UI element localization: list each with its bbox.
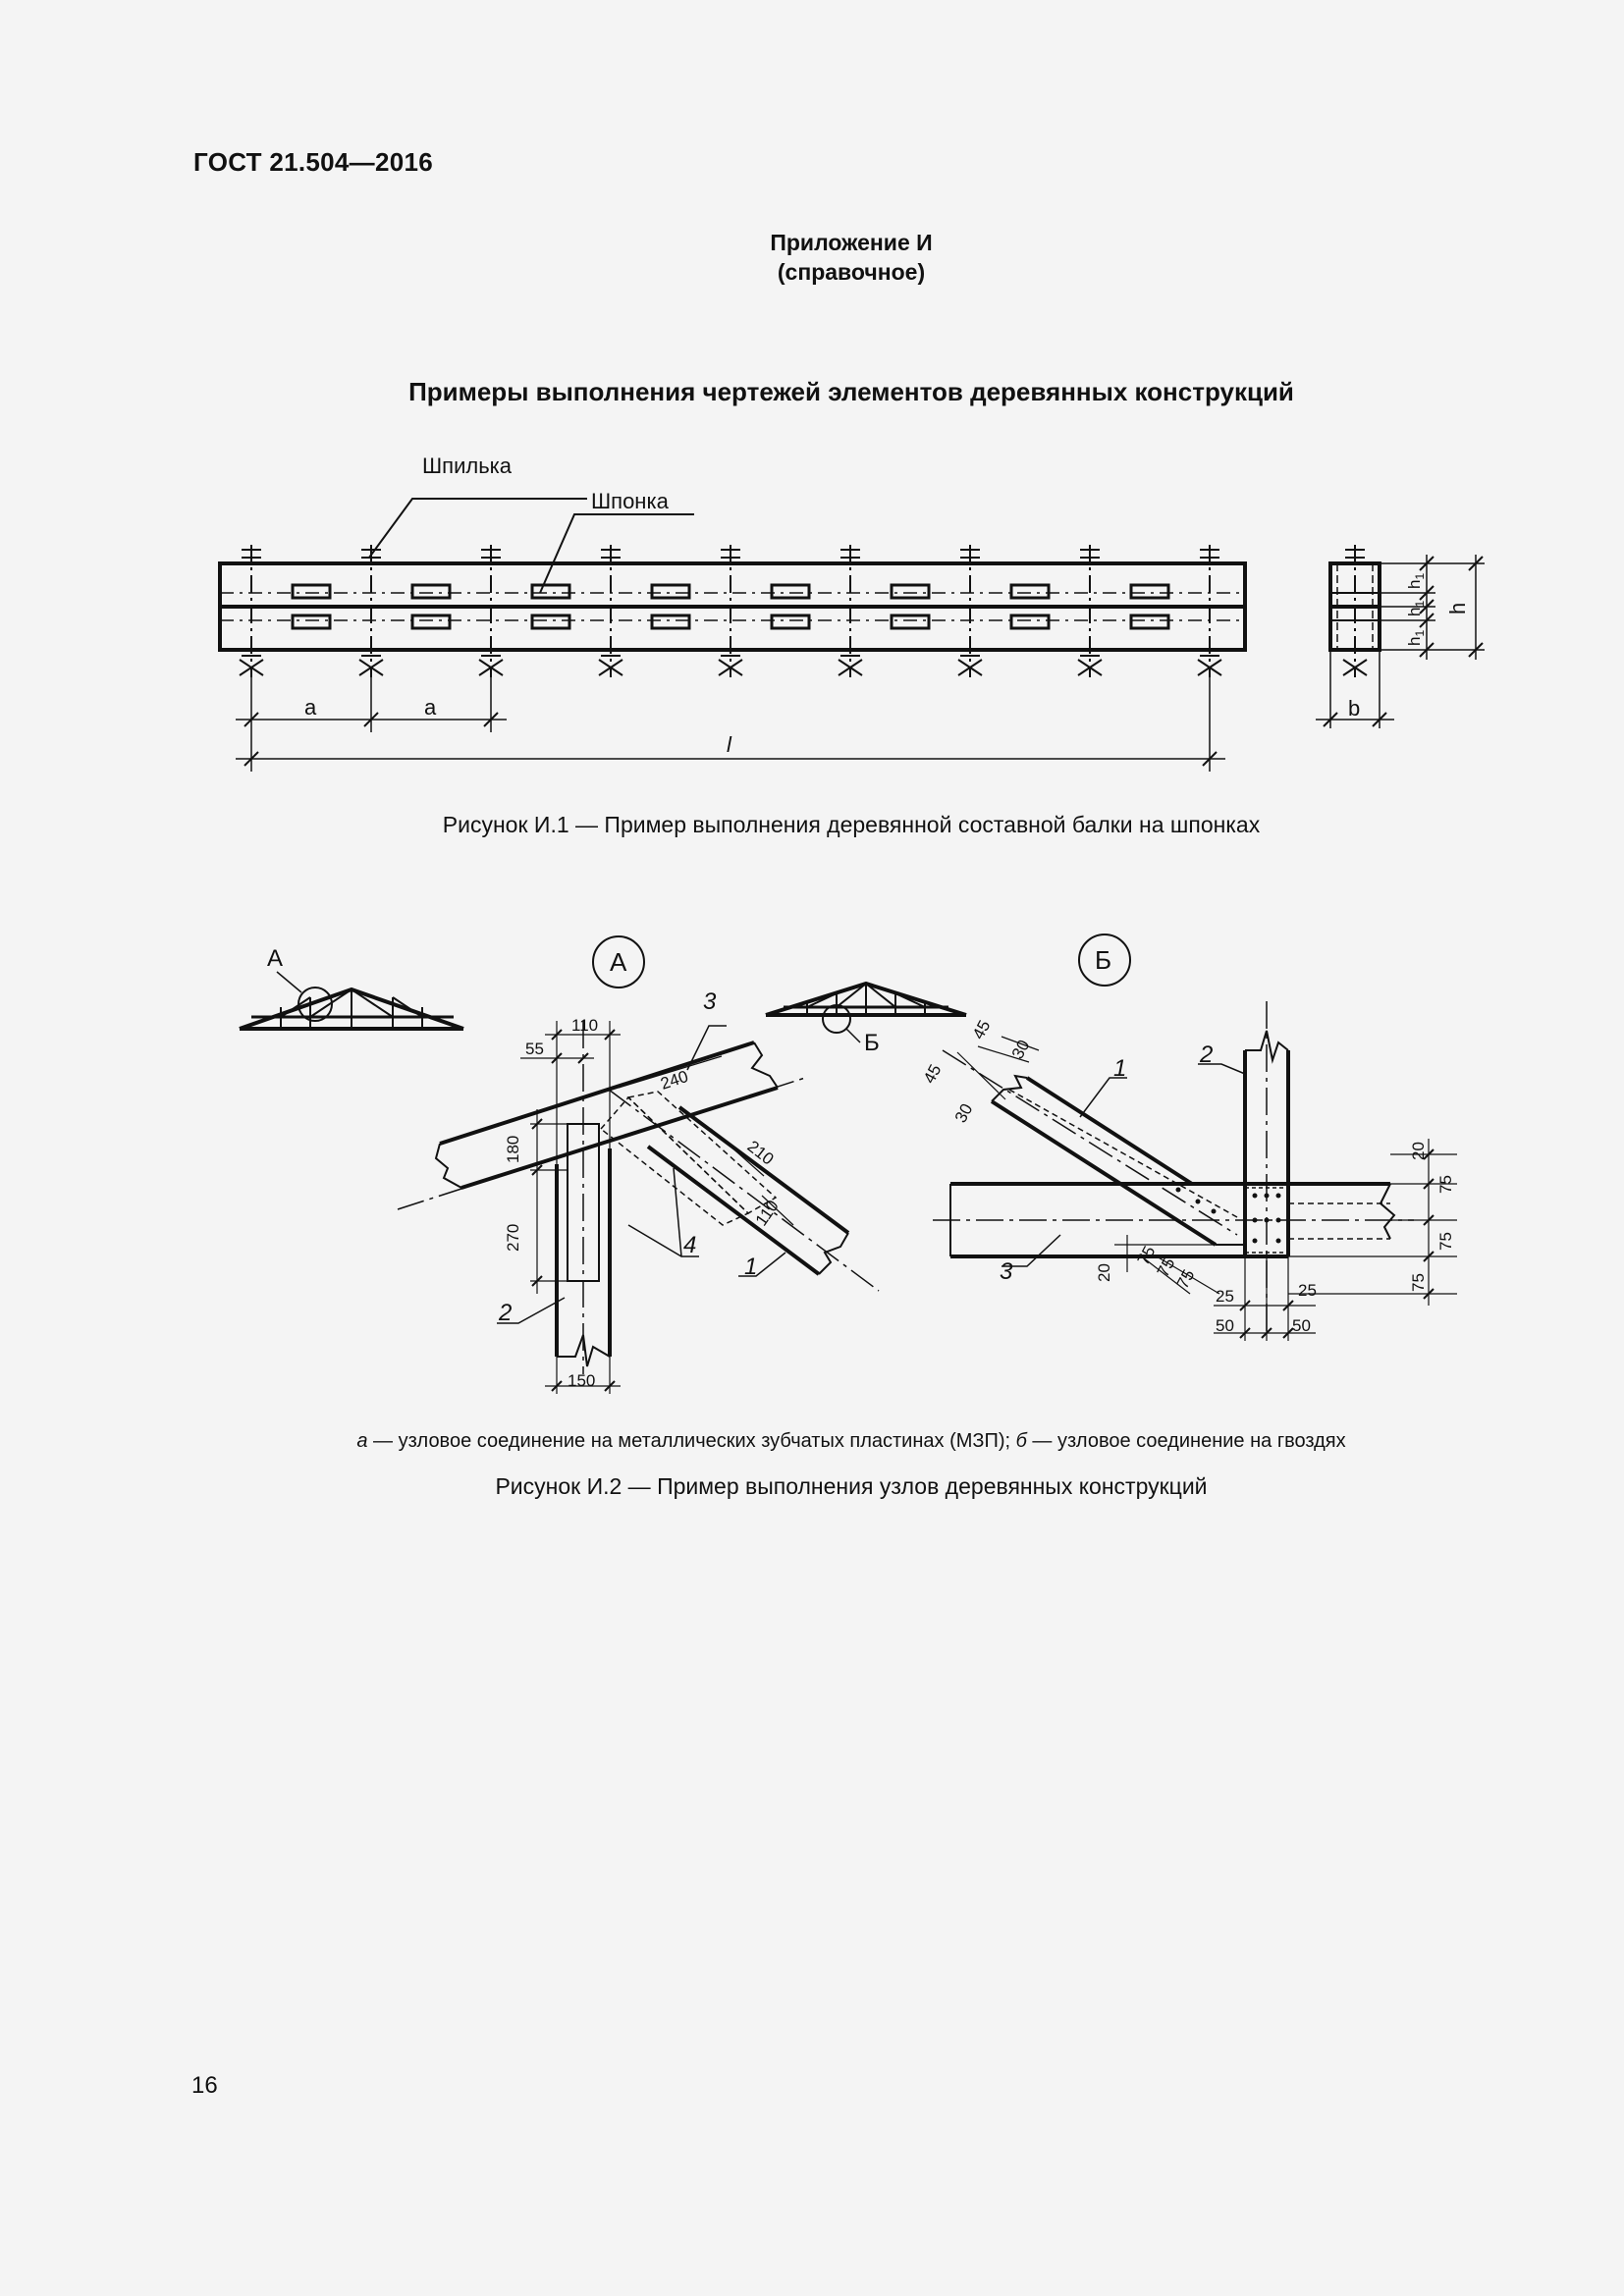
node-b-title: Б	[1095, 945, 1112, 975]
length-label: l	[727, 732, 731, 757]
node-b-dim-50a: 50	[1216, 1316, 1234, 1335]
legend-b-text: — узловое соединение на гвоздях	[1026, 1430, 1346, 1452]
node-b-dim-75b: 75	[1436, 1232, 1455, 1251]
figure-2-legend	[0, 1430, 1624, 1453]
h1-label-top: $h_1$	[1405, 572, 1427, 589]
node-a-pos-3: 3	[703, 988, 717, 1015]
node-b-dim-45a: 45	[968, 1017, 995, 1042]
spacing-a-label-1: a	[304, 695, 317, 720]
appendix-title: Приложение И	[770, 230, 933, 255]
node-b-dim-75f: 75	[1172, 1266, 1199, 1292]
node-a-title: А	[610, 947, 627, 977]
truss-key-a	[240, 972, 463, 1029]
node-b-dim-20a: 20	[1409, 1142, 1428, 1160]
node-a-dim-210: 210	[743, 1137, 778, 1169]
node-a-pos-2: 2	[499, 1300, 513, 1326]
node-a-dim-240: 240	[658, 1066, 691, 1094]
node-b-dim-30b: 30	[950, 1100, 977, 1126]
h1-label-bottom: $h_1$	[1405, 629, 1427, 646]
figure-1-section	[1316, 545, 1485, 728]
node-b-dim-75a: 75	[1436, 1175, 1455, 1194]
truss-callout-b: Б	[864, 1030, 880, 1056]
node-a-dim-110: 110	[571, 1016, 599, 1035]
truss-callout-a: А	[267, 945, 284, 972]
key-label: Шпонка	[591, 489, 669, 513]
node-b-dim-75c: 75	[1409, 1273, 1428, 1292]
legend-b-marker: б	[1015, 1430, 1027, 1452]
node-b-dim-20b: 20	[1095, 1263, 1113, 1282]
node-b-dim-50b: 50	[1292, 1316, 1311, 1335]
node-b-dim-75d: 75	[1133, 1243, 1160, 1268]
node-b-pos-2: 2	[1200, 1041, 1214, 1068]
node-b-dim-75e: 75	[1153, 1255, 1179, 1280]
figure-1-caption: Рисунок И.1 — Пример выполнения деревянной составной балки на шпонках	[442, 812, 1261, 837]
section-title: Примеры выполнения чертежей элементов деревянных конструкций	[408, 377, 1294, 406]
height-h-label: h	[1445, 602, 1470, 614]
node-b-dim-25b: 25	[1298, 1281, 1317, 1300]
node-a-pos-4: 4	[683, 1232, 697, 1258]
standard-code: ГОСТ 21.504—2016	[193, 147, 434, 177]
node-b-dim-25a: 25	[1216, 1287, 1234, 1306]
h1-label-mid: $h_1$	[1405, 600, 1427, 616]
node-a-dim-110-diag: 110	[751, 1197, 783, 1230]
node-b-pos-1: 1	[1113, 1055, 1127, 1082]
spacing-a-label-2: a	[424, 695, 437, 720]
node-a-dim-150: 150	[568, 1371, 596, 1390]
node-a-dim-55: 55	[525, 1040, 544, 1058]
node-a-dim-270: 270	[504, 1223, 522, 1252]
stud-label: Шпилька	[422, 454, 513, 478]
node-a-pos-1: 1	[744, 1254, 758, 1280]
appendix-type: (справочное)	[777, 259, 926, 285]
width-b-label: b	[1348, 696, 1361, 721]
node-b-pos-3: 3	[1000, 1258, 1013, 1285]
page-number: 16	[191, 2072, 218, 2099]
node-a-dim-180: 180	[504, 1135, 522, 1163]
node-b-dim-45b: 45	[919, 1061, 946, 1087]
legend-a-text: — узловое соединение на металлических зубчатых пластинах (МЗП);	[367, 1430, 1016, 1452]
figure-2-caption: Рисунок И.2 — Пример выполнения узлов деревянных конструкций	[495, 1473, 1208, 1499]
legend-a-marker: а	[356, 1430, 368, 1452]
figure-1-beam	[220, 499, 1245, 772]
node-a-drawing	[398, 1021, 879, 1394]
node-b-dim-30a: 30	[1007, 1037, 1034, 1062]
key-leader	[369, 499, 587, 558]
